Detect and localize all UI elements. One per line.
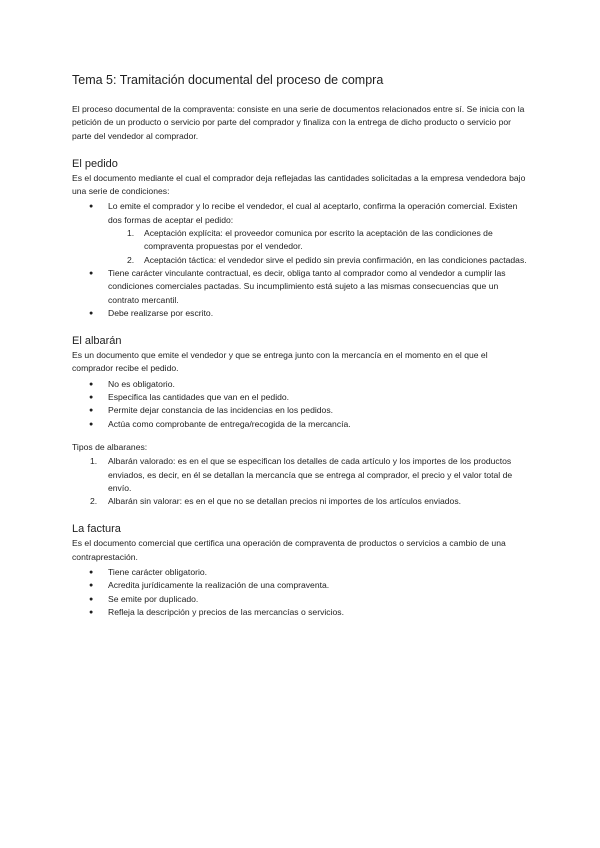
list-item	[72, 307, 528, 320]
section-heading-factura: La factura	[72, 523, 121, 536]
list-item	[72, 593, 528, 606]
list-item	[72, 227, 528, 254]
list-item-text: Aceptación táctica: el vendedor sirve el pedido sin previa confirmación, en las condiciones pactadas.	[144, 254, 527, 265]
list-number: 1.	[127, 228, 135, 239]
factura-list	[72, 566, 528, 619]
page-title: Tema 5: Tramitación documental del proceso de compra	[72, 73, 384, 87]
factura-paragraph: Es el documento comercial que certifica una operación de compraventa de productos o servicios a cambio de una contraprestación.	[72, 538, 506, 562]
list-item-text: Lo emite el comprador y lo recibe el vendedor, el cual al aceptarlo, confirma la operación comercial. Existen dos formas de aceptar el pedido:	[108, 201, 518, 225]
section-heading-albaran: El albarán	[72, 335, 122, 348]
list-item	[72, 391, 528, 404]
section-heading-pedido: El pedido	[72, 157, 118, 170]
list-number: 2.	[90, 496, 98, 507]
list-item-text: Acredita jurídicamente la realización de una compraventa.	[108, 580, 330, 591]
bullet-icon: ●	[89, 595, 94, 603]
bullet-icon: ●	[89, 420, 94, 428]
intro-paragraph: El proceso documental de la compraventa: consiste en una serie de documentos relacionados entre sí. Se inicia con la petición de un producto o servicio por parte del comprador y finaliza con la entrega de dicho producto o servicio por parte del vendedor al comprador.	[72, 104, 525, 141]
list-item-text: Se emite por duplicado.	[108, 593, 199, 604]
list-item-text: Albarán valorado: es en el que se especifican los detalles de cada artículo y los importes de los productos enviados, es decir, en él se detallan la mercancía que se entrega al comprador, el precio y el valor total de envío.	[108, 456, 513, 493]
list-item-text: Refleja la descripción y precios de las mercancías o servicios.	[108, 606, 344, 617]
bullet-icon: ●	[89, 309, 94, 317]
tipos-albaranes-label: Tipos de albaranes:	[72, 441, 148, 452]
bullet-icon: ●	[89, 203, 94, 211]
list-item-text: Actúa como comprobante de entrega/recogida de la mercancía.	[108, 418, 351, 429]
spacer	[72, 431, 528, 441]
pedido-paragraph: Es el documento mediante el cual el comprador deja reflejadas las cantidades solicitadas a la empresa vendedora bajo una serie de condiciones:	[72, 172, 526, 197]
list-item-text: Tiene carácter vinculante contractual, es decir, obliga tanto al comprador como al vendedor a cumplir las condiciones comerciales pactadas. Su incumplimiento está sujeto a las mismas consecuencias que un contrato mercantil.	[108, 267, 506, 305]
list-item	[72, 455, 528, 495]
list-item	[72, 566, 528, 579]
list-item	[72, 579, 528, 592]
list-number: 2.	[127, 254, 135, 265]
list-item-text: No es obligatorio.	[108, 378, 175, 389]
list-item	[72, 254, 528, 267]
list-number: 1.	[90, 456, 98, 467]
pedido-list	[72, 200, 528, 320]
list-item	[72, 267, 528, 307]
bullet-icon: ●	[89, 569, 94, 577]
list-item-text: Debe realizarse por escrito.	[108, 307, 214, 318]
tipos-albaranes-list	[72, 455, 528, 508]
list-item	[72, 495, 528, 508]
list-item-text: Aceptación explícita: el proveedor comunica por escrito la aceptación de las condiciones de compraventa propuestas por el vendedor.	[144, 228, 493, 252]
bullet-icon: ●	[89, 269, 94, 277]
list-item-text: Tiene carácter obligatorio.	[108, 567, 208, 578]
list-item-text: Especifica las cantidades que van en el pedido.	[108, 392, 290, 403]
list-item	[72, 606, 528, 619]
bullet-icon: ●	[89, 608, 94, 616]
document-body	[72, 72, 528, 619]
bullet-icon: ●	[89, 582, 94, 590]
list-item-text: Albarán sin valorar: es en el que no se detallan precios ni importes de los artículos enviados.	[108, 496, 462, 507]
aceptacion-list	[72, 227, 528, 267]
list-item	[72, 418, 528, 431]
list-item	[72, 404, 528, 417]
bullet-icon: ●	[89, 394, 94, 402]
list-item	[72, 200, 528, 266]
list-item-text: Permite dejar constancia de las incidencias en los pedidos.	[108, 405, 333, 416]
bullet-icon: ●	[89, 380, 94, 388]
list-item	[72, 378, 528, 391]
albaran-paragraph: Es un documento que emite el vendedor y que se entrega junto con la mercancía en el momento en el que el comprador recibe el pedido.	[72, 350, 488, 374]
albaran-list	[72, 378, 528, 431]
bullet-icon: ●	[89, 407, 94, 415]
